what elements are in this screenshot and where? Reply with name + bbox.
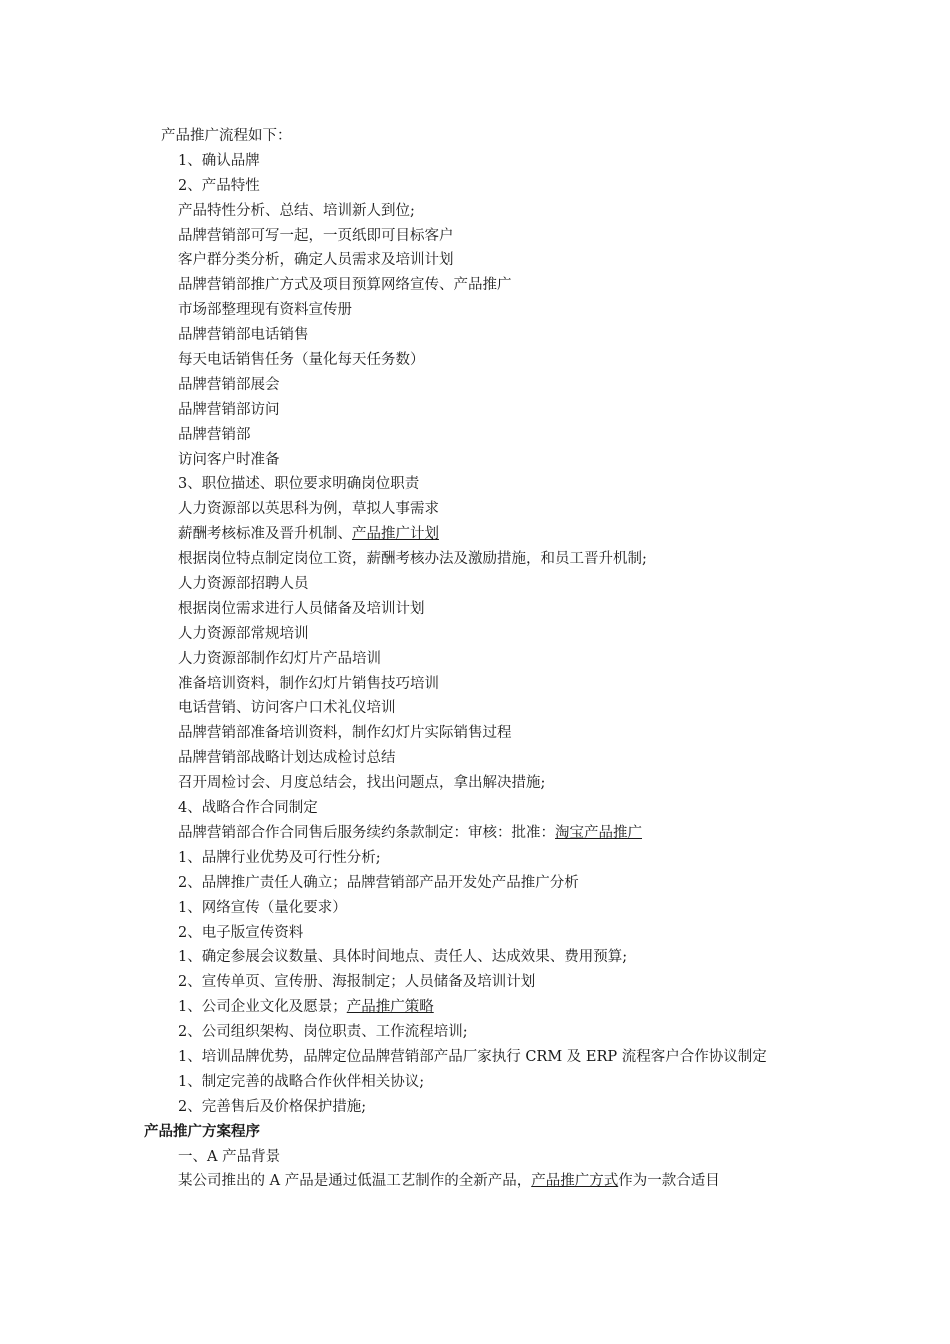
text-line: 品牌营销部可写一起，一页纸即可目标客户 — [178, 227, 454, 244]
text-line: 访问客户时准备 — [178, 451, 280, 468]
text-line: 品牌营销部战略计划达成检讨总结 — [178, 750, 396, 767]
text-line: 1、网络宣传（量化要求） — [178, 899, 347, 916]
text-line: 3、职位描述、职位要求明确岗位职责 — [178, 476, 420, 493]
text-line: 2、电子版宣传资料 — [178, 924, 304, 941]
text-line: 品牌营销部准备培训资料，制作幻灯片实际销售过程 — [178, 725, 512, 742]
contract-text: 品牌营销部合作合同售后服务续约条款制定：审核：批准： — [178, 824, 555, 841]
text-line: 2、宣传单页、宣传册、海报制定；人员储备及培训计划 — [178, 974, 536, 991]
link-taobao-promotion[interactable]: 淘宝产品推广 — [555, 824, 642, 841]
text-line: 电话营销、访问客户口术礼仪培训 — [178, 700, 396, 717]
link-product-promotion-plan[interactable]: 产品推广计划 — [352, 526, 439, 543]
org-line: 2、公司组织架构、岗位职责、工作流程培训; — [178, 1024, 468, 1041]
link-promotion-method[interactable]: 产品推广方式 — [531, 1173, 619, 1190]
section-subheading: 一、A 产品背景 — [178, 1148, 281, 1165]
link-promotion-strategy[interactable]: 产品推广策略 — [346, 999, 434, 1016]
culture-text: 1、公司企业文化及愿景； — [178, 999, 347, 1016]
text-line: 2、完善售后及价格保护措施; — [178, 1098, 367, 1115]
text-line: 人力资源部招聘人员 — [178, 576, 309, 593]
text-line: 根据岗位需求进行人员储备及培训计划 — [178, 600, 425, 617]
text-line: 1、制定完善的战略合作伙伴相关协议; — [178, 1073, 425, 1090]
text-line: 品牌营销部访问 — [178, 401, 280, 418]
text-line: 品牌营销部 — [178, 426, 251, 443]
contract-line — [144, 821, 810, 846]
text-line: 1、确定参展会议数量、具体时间地点、责任人、达成效果、费用预算; — [178, 949, 628, 966]
text-line: 客户群分类分析，确定人员需求及培训计划 — [178, 252, 454, 269]
document-body — [144, 124, 810, 1194]
salary-text: 薪酬考核标准及晋升机制、 — [178, 526, 352, 543]
text-line: 品牌营销部电话销售 — [178, 327, 309, 344]
text-line: 每天电话销售任务（量化每天任务数） — [178, 352, 425, 369]
text-line: 2、产品特性 — [178, 177, 260, 194]
line-group-1 — [144, 149, 810, 522]
text-line: 准备培训资料，制作幻灯片销售技巧培训 — [178, 675, 439, 692]
text-line: 2、品牌推广责任人确立；品牌营销部产品开发处产品推广分析 — [178, 874, 579, 891]
section-heading: 产品推广方案程序 — [144, 1123, 260, 1140]
line-group-2 — [144, 547, 810, 821]
line-group-4 — [144, 1070, 810, 1120]
text-line: 市场部整理现有资料宣传册 — [178, 302, 352, 319]
text-line: 1、品牌行业优势及可行性分析; — [178, 849, 381, 866]
text-line: 品牌营销部展会 — [178, 376, 280, 393]
intro-line: 产品推广流程如下： — [161, 128, 292, 144]
background-text-after: 作为一款合适目 — [618, 1173, 720, 1190]
line-group-3 — [144, 846, 810, 995]
salary-line — [144, 522, 810, 547]
text-line: 根据岗位特点制定岗位工资，薪酬考核办法及激励措施，和员工晋升机制; — [178, 551, 647, 568]
text-line: 人力资源部制作幻灯片产品培训 — [178, 650, 381, 667]
text-line: 4、战略合作合同制定 — [178, 800, 318, 817]
text-line: 人力资源部常规培训 — [178, 625, 309, 642]
text-line: 1、确认品牌 — [178, 152, 260, 169]
text-line: 产品特性分析、总结、培训新人到位; — [178, 202, 415, 219]
background-text: 某公司推出的 A 产品是通过低温工艺制作的全新产品， — [178, 1173, 532, 1190]
background-paragraph — [144, 1169, 810, 1194]
text-line: 品牌营销部推广方式及项目预算网络宣传、产品推广 — [178, 277, 512, 294]
wrapped-line: 1、培训品牌优势，品牌定位品牌营销部产品厂家执行 CRM 及 ERP 流程客户合作协议制定 — [178, 1048, 767, 1065]
culture-line — [144, 995, 810, 1020]
text-line: 人力资源部以英思科为例，草拟人事需求 — [178, 501, 439, 518]
text-line: 召开周检讨会、月度总结会，找出问题点，拿出解决措施; — [178, 775, 546, 792]
